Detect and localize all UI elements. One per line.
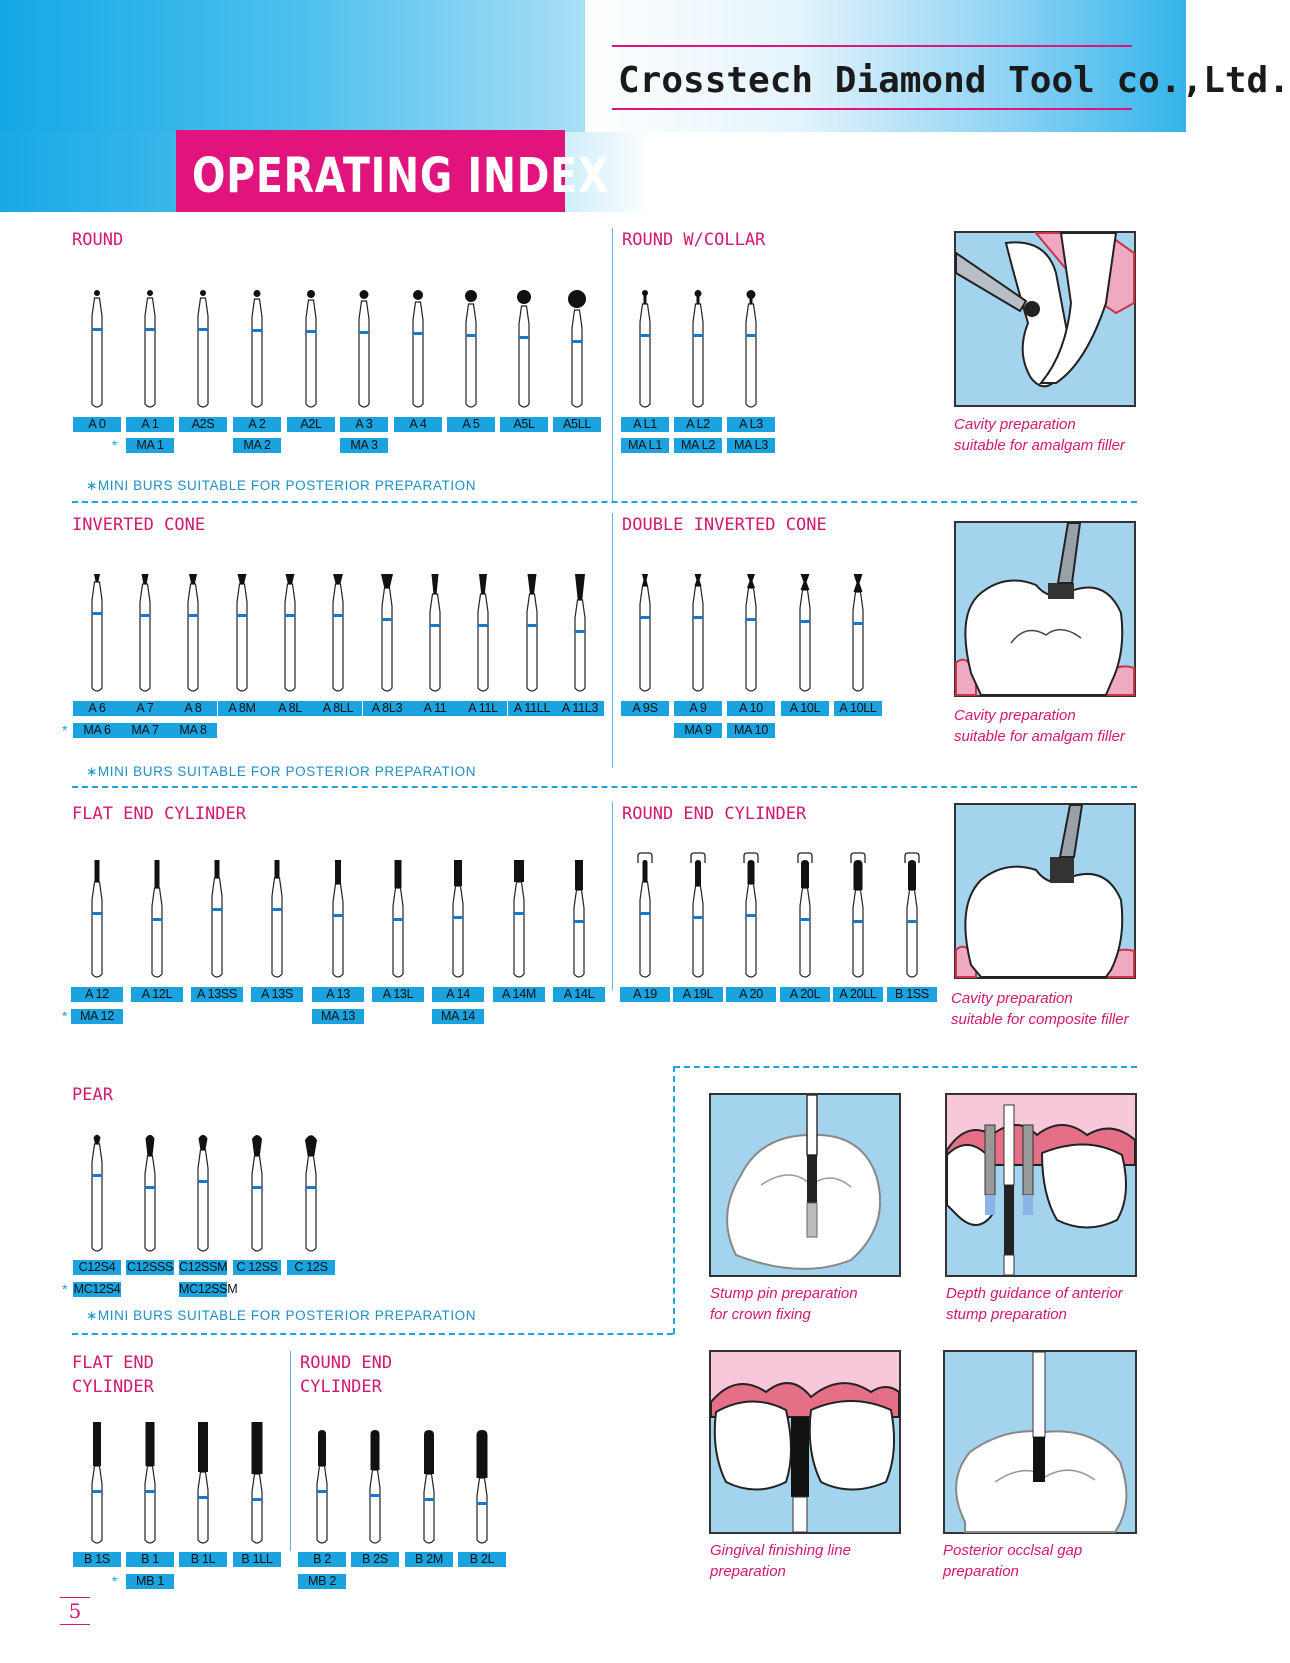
code-tag: A 14M: [493, 987, 545, 1002]
code-tag: A 14: [432, 987, 484, 1002]
bur-round-icon: [459, 290, 483, 412]
code-tag: A 8: [169, 701, 217, 716]
caption-line: Gingival finishing line: [710, 1542, 851, 1559]
code-tag: A 10LL: [834, 701, 882, 716]
code-tag: A5LL: [553, 417, 601, 432]
bur-roundend-icon: [900, 860, 924, 982]
bur-double-icon: [686, 574, 710, 696]
caption-cylinder: [951, 988, 1129, 1030]
code-tag: A 12L: [131, 987, 183, 1002]
caption-line: for crown fixing: [710, 1306, 811, 1323]
bur-inverted-icon: [133, 574, 157, 696]
bur-flat-icon: [446, 860, 470, 982]
code-tag: MA 13: [312, 1009, 364, 1024]
caption-posterior: [943, 1540, 1082, 1582]
bur-flat-icon: [265, 860, 289, 982]
bur-flat-icon: [245, 1422, 269, 1548]
section-title-round-end-cylinder-2: [300, 1351, 392, 1399]
code-tag: A 1: [126, 417, 174, 432]
code-tag: A 4: [394, 417, 442, 432]
bur-flat-icon: [85, 860, 109, 982]
bur-inverted-icon: [85, 574, 109, 696]
caption-stump: [710, 1283, 858, 1325]
header-rule-top: [612, 45, 1132, 47]
code-tag: A L1: [621, 417, 669, 432]
caption-line: Stump pin preparation: [710, 1285, 858, 1302]
bur-pear-icon: [299, 1134, 323, 1256]
section-title-line: CYLINDER: [72, 1377, 154, 1397]
code-tag: A 13: [312, 987, 364, 1002]
code-tag: MA L1: [621, 438, 669, 453]
page-number: 5: [60, 1597, 90, 1625]
bur-inverted-icon: [423, 574, 447, 696]
code-tag: A 19L: [673, 987, 723, 1002]
code-tag: MA 7: [121, 723, 169, 738]
caption-line: Depth guidance of anterior: [946, 1285, 1123, 1302]
bur-double-icon: [793, 574, 817, 696]
code-tag: B 1L: [179, 1552, 227, 1567]
code-tag: A5L: [500, 417, 548, 432]
bur-round-icon: [138, 290, 162, 412]
mini-bur-note-text: MINI BURS SUITABLE FOR POSTERIOR PREPARATION: [97, 764, 477, 779]
bur-double-icon: [846, 574, 870, 696]
bur-double-icon: [633, 574, 657, 696]
code-tag: B 2S: [351, 1552, 399, 1567]
bur-roundend-icon: [633, 860, 657, 982]
bur-round-icon: [512, 290, 536, 412]
code-tag: B 1S: [73, 1552, 121, 1567]
code-tag: A 20LL: [833, 987, 883, 1002]
code-tag: C 12SS: [233, 1260, 281, 1275]
bur-roundend-icon: [739, 860, 763, 982]
code-tag: MC12S4: [73, 1282, 121, 1296]
bur-pear-icon: [138, 1134, 162, 1256]
dashed-divider-2: [72, 786, 1137, 788]
code-tag: A 20L: [780, 987, 830, 1002]
bur-roundend-icon: [686, 860, 710, 982]
divider-vertical-4: [290, 1351, 291, 1551]
caption-line: Cavity preparation: [954, 416, 1076, 433]
code-tag: A 11LL: [508, 701, 556, 716]
code-tag: A 20: [726, 987, 776, 1002]
mini-bur-note: ∗MINI BURS SUITABLE FOR POSTERIOR PREPARATION: [86, 478, 477, 493]
mini-bur-star: *: [112, 437, 118, 453]
bur-inverted-icon: [568, 574, 592, 696]
bur-round-icon: [245, 290, 269, 412]
code-tag: B 2M: [405, 1552, 453, 1567]
section-title-round: ROUND: [72, 230, 124, 250]
mini-bur-star: *: [62, 1008, 68, 1024]
bur-collar-icon: [686, 290, 710, 412]
code-tag: A 6: [73, 701, 121, 716]
code-tag: B 2: [298, 1552, 346, 1567]
bur-roundend-icon: [363, 1430, 387, 1548]
bur-round-icon: [565, 290, 589, 412]
code-tag: A 10: [727, 701, 775, 716]
section-title-flat-end-cylinder-2: [72, 1351, 154, 1399]
bur-inverted-icon: [326, 574, 350, 696]
code-tag: MA 6: [73, 723, 121, 738]
caption-line: Cavity preparation: [954, 707, 1076, 724]
bur-flat-icon: [145, 860, 169, 982]
code-tag: MA 12: [71, 1009, 123, 1024]
code-tag: B 2L: [458, 1552, 506, 1567]
divider-vertical-3: [612, 802, 613, 990]
code-tag: A 12: [71, 987, 123, 1002]
section-title-round-collar: ROUND W/COLLAR: [622, 230, 766, 250]
code-tag: MB 2: [298, 1574, 346, 1589]
code-tag: A 8LL: [314, 701, 362, 716]
code-tag: A L3: [727, 417, 775, 432]
code-tag: A 11L: [459, 701, 507, 716]
bur-pear-icon: [85, 1134, 109, 1256]
bur-roundend-icon: [793, 860, 817, 982]
code-tag: A 13SS: [191, 987, 243, 1002]
caption-line: stump preparation: [946, 1306, 1067, 1323]
mini-bur-note-text: MINI BURS SUITABLE FOR POSTERIOR PREPARATION: [97, 1308, 477, 1323]
illustration-stump-pin: [709, 1093, 901, 1277]
code-tag: A 8L3: [363, 701, 411, 716]
caption-inverted: [954, 705, 1125, 747]
section-title-round-end-cylinder: ROUND END CYLINDER: [622, 804, 807, 824]
bur-flat-icon: [85, 1422, 109, 1548]
code-tag: MA 2: [233, 438, 281, 453]
mini-bur-star: *: [62, 1281, 68, 1297]
bur-flat-icon: [205, 860, 229, 982]
mini-bur-note: ∗MINI BURS SUITABLE FOR POSTERIOR PREPARATION: [86, 764, 477, 779]
code-tag: A 9S: [621, 701, 669, 716]
code-tag: B 1LL: [233, 1552, 281, 1567]
company-name: Crosstech Diamond Tool co.,Ltd.: [618, 60, 1290, 101]
bur-round-icon: [299, 290, 323, 412]
caption-depth: [946, 1283, 1123, 1325]
bur-pear-icon: [191, 1134, 215, 1256]
bur-round-icon: [406, 290, 430, 412]
code-tag: MA 9: [674, 723, 722, 738]
code-tag: MA 14: [432, 1009, 484, 1024]
code-tag: A 9: [674, 701, 722, 716]
code-tag: C12SSS: [126, 1260, 174, 1274]
bur-flat-icon: [326, 860, 350, 982]
caption-line: Posterior occlsal gap: [943, 1542, 1083, 1559]
bur-roundend-icon: [470, 1430, 494, 1548]
illustration-inverted-cavity: [954, 521, 1136, 697]
code-tag: B 1SS: [887, 987, 937, 1002]
code-tag: A 8L: [266, 701, 314, 716]
bur-inverted-icon: [181, 574, 205, 696]
code-tag: MA 3: [340, 438, 388, 453]
code-tag: MA L3: [727, 438, 775, 453]
code-tag: C12S4: [73, 1260, 121, 1275]
bur-flat-icon: [507, 860, 531, 982]
caption-line: preparation: [943, 1563, 1019, 1580]
code-tag: A 13L: [372, 987, 424, 1002]
mini-bur-star: *: [112, 1573, 118, 1589]
bur-pear-icon: [245, 1134, 269, 1256]
code-tag: C12SSM: [179, 1260, 228, 1274]
bur-roundend-icon: [310, 1430, 334, 1548]
bur-inverted-icon: [520, 574, 544, 696]
bur-flat-icon: [567, 860, 591, 982]
section-title-flat-end-cylinder: FLAT END CYLINDER: [72, 804, 246, 824]
code-tag: C 12S: [287, 1260, 335, 1275]
code-tag: A 7: [121, 701, 169, 716]
bur-round-icon: [85, 290, 109, 412]
header-rule-bottom: [612, 108, 1132, 110]
code-tag: MA 1: [126, 438, 174, 453]
bur-inverted-icon: [230, 574, 254, 696]
code-tag: MB 1: [126, 1574, 174, 1589]
code-tag: MC12SSM: [179, 1282, 238, 1296]
dashed-divider-3: [674, 1066, 1137, 1068]
bur-collar-icon: [739, 290, 763, 412]
dashed-divider-vertical: [673, 1066, 675, 1334]
section-title-inverted-cone: INVERTED CONE: [72, 515, 206, 535]
section-title-pear: PEAR: [72, 1085, 113, 1105]
code-tag: A 11L3: [556, 701, 604, 716]
caption-line: suitable for composite filler: [951, 1011, 1129, 1028]
caption-round: [954, 414, 1125, 456]
mini-bur-note-text: MINI BURS SUITABLE FOR POSTERIOR PREPARATION: [97, 478, 477, 493]
bur-roundend-icon: [846, 860, 870, 982]
caption-line: suitable for amalgam filler: [954, 437, 1125, 454]
code-tag: MA 8: [169, 723, 217, 738]
section-title-line: ROUND END: [300, 1353, 393, 1373]
illustration-depth-guidance: [945, 1093, 1137, 1277]
code-tag: A 5: [447, 417, 495, 432]
dashed-divider-4: [72, 1333, 673, 1335]
illustration-round-cavity: [954, 231, 1136, 407]
bur-collar-icon: [633, 290, 657, 412]
code-tag: A 10L: [781, 701, 829, 716]
bur-inverted-icon: [375, 574, 399, 696]
bur-inverted-icon: [278, 574, 302, 696]
bur-inverted-icon: [471, 574, 495, 696]
illustration-cylinder-cavity: [954, 803, 1136, 979]
page-title: OPERATING INDEX: [192, 148, 610, 204]
dashed-divider-1: [72, 501, 1137, 503]
code-tag: A 0: [73, 417, 121, 432]
code-tag: A2S: [179, 417, 227, 432]
caption-gingival: [710, 1540, 851, 1582]
bur-flat-icon: [138, 1422, 162, 1548]
section-title-line: CYLINDER: [300, 1377, 382, 1397]
code-tag: A 13S: [251, 987, 303, 1002]
code-tag: MA L2: [674, 438, 722, 453]
code-tag: A2L: [287, 417, 335, 432]
illustration-gingival: [709, 1350, 901, 1534]
section-title-double-inverted-cone: DOUBLE INVERTED CONE: [622, 515, 827, 535]
code-tag: B 1: [126, 1552, 174, 1567]
caption-line: suitable for amalgam filler: [954, 728, 1125, 745]
bur-flat-icon: [191, 1422, 215, 1548]
code-tag: A 3: [340, 417, 388, 432]
divider-vertical-1: [612, 228, 613, 503]
code-tag: A 8M: [218, 701, 266, 716]
bur-double-icon: [739, 574, 763, 696]
caption-line: Cavity preparation: [951, 990, 1073, 1007]
bur-round-icon: [191, 290, 215, 412]
code-tag: A 19: [620, 987, 670, 1002]
bur-flat-icon: [386, 860, 410, 982]
divider-vertical-2: [612, 513, 613, 768]
bur-roundend-icon: [417, 1430, 441, 1548]
caption-line: preparation: [710, 1563, 786, 1580]
bur-round-icon: [352, 290, 376, 412]
code-tag: A L2: [674, 417, 722, 432]
code-tag: A 11: [411, 701, 459, 716]
illustration-posterior: [943, 1350, 1137, 1534]
code-tag: MA 10: [727, 723, 775, 738]
code-tag: A 2: [233, 417, 281, 432]
mini-bur-note: ∗MINI BURS SUITABLE FOR POSTERIOR PREPARATION: [86, 1308, 477, 1323]
mini-bur-star: *: [62, 722, 68, 738]
code-tag: A 14L: [553, 987, 605, 1002]
section-title-line: FLAT END: [72, 1353, 154, 1373]
